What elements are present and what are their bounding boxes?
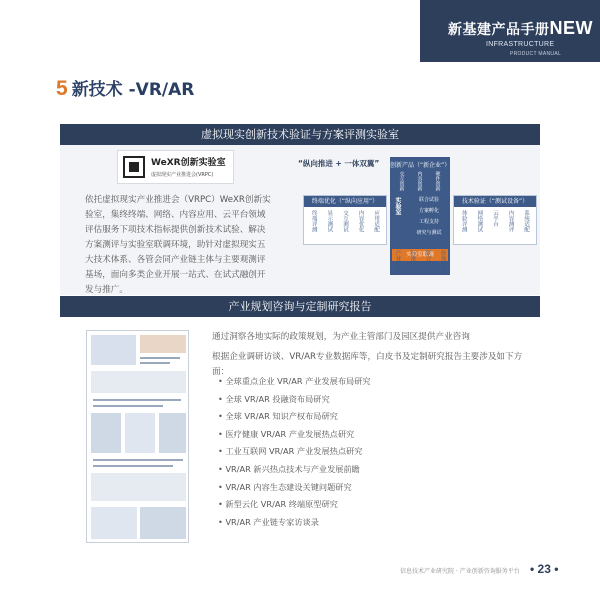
diagram-left-item: 终端评测 — [310, 210, 317, 232]
diagram-center-top-item: 硬件创新 — [434, 171, 441, 191]
diagram-center-head: 创新产品（“新企业”） — [390, 162, 451, 169]
diagram-left-item: 内容优化 — [357, 210, 364, 232]
diagram-left-item: 显示测试 — [326, 210, 333, 232]
section-title-text: 新技术 -VR/AR — [71, 80, 195, 100]
header-title-en: NEW — [549, 18, 593, 38]
report-collage-image — [86, 330, 189, 543]
research-intro-line-2: 根据企业调研访谈、VR/AR专业数据库等，白皮书及定制研究报告主要涉及如下方面： — [212, 352, 523, 377]
research-topic: • 全球重点企业 VR/AR 产业发展布局研究 — [218, 373, 528, 391]
lab-banner: 虚拟现实创新技术验证与方案评测实验室 — [60, 124, 540, 145]
diagram-right-head: 技术验证（“测试设备”） — [454, 196, 536, 207]
research-topic: • 工业互联网 VR/AR 产业发展热点研究 — [218, 443, 528, 461]
research-topic: • VR/AR 新兴热点技术与产业发展前瞻 — [218, 461, 528, 479]
diagram-right-item: 内容测评 — [507, 210, 514, 232]
diagram-center-top-item: 交互创新 — [398, 171, 405, 191]
diagram-right-item: 系统适配 — [523, 210, 530, 232]
diagram-left-item: 应用适配 — [373, 210, 380, 232]
diagram-center-top-item: 内容创新 — [416, 171, 423, 191]
header-subtitle-2: PRODUCT MANUAL — [510, 51, 562, 57]
research-topic-list — [218, 373, 528, 531]
page-number-value: 23 — [537, 562, 551, 576]
research-topic: • VR/AR 产业链专家访谈录 — [218, 514, 528, 532]
research-topic: • 医疗健康 VR/AR 产业发展热点研究 — [218, 426, 528, 444]
research-topic: • 全球 VR/AR 投融资布局研究 — [218, 391, 528, 409]
diagram-bottom-item: 产业研究 — [394, 250, 401, 272]
diagram-center-side: 实验室 — [394, 197, 401, 215]
research-topic: • 全球 VR/AR 知识产权布局研究 — [218, 408, 528, 426]
diagram-right-item: 网络测试 — [476, 210, 483, 232]
diagram-right-item: 云平台 — [491, 210, 498, 227]
header-subtitle-1: INFRASTRUCTURE — [486, 41, 555, 48]
section-number: 5 — [56, 77, 68, 100]
header-title-cn: 新基建产品手册 — [448, 22, 550, 38]
research-topic: • 新型云化 VR/AR 终端原型研究 — [218, 496, 528, 514]
diagram-left-item: 交互测试 — [341, 210, 348, 232]
diagram-right-column — [453, 195, 537, 245]
section-title — [56, 75, 194, 101]
diagram-center-mid-item: 工程支持 — [418, 219, 439, 225]
diagram-bottom-item: 标准制定 — [409, 250, 416, 272]
diagram-right-item: 体验评测 — [460, 210, 467, 232]
diagram-center-mid-item: 方案孵化 — [418, 208, 439, 214]
diagram-bottom-row — [390, 250, 450, 276]
diagram-left-column — [303, 195, 387, 245]
diagram-left-head: 终端优化（“纵向应用”） — [304, 196, 386, 207]
diagram-bottom-item: 咨询服务 — [439, 250, 446, 272]
lab-logo — [117, 150, 234, 184]
research-intro-line-1: 通过洞察各地实际的政策规划，为产业主管部门及园区提供产业咨询 — [212, 332, 470, 342]
research-banner: 产业规划咨询与定制研究报告 — [60, 296, 540, 317]
lab-logo-subtitle: 虚拟现实产业推进会(VRPC) — [151, 172, 214, 178]
diagram-center-bottom: 实验室联调 — [392, 249, 448, 261]
header-title — [448, 18, 593, 39]
diagram-center-mid-item: 联合试验 — [418, 197, 439, 203]
page-number: • 23 • — [530, 562, 559, 576]
research-topic: • VR/AR 内容生态建设关键问题研究 — [218, 479, 528, 497]
lab-logo-icon — [123, 156, 145, 178]
lab-logo-name: WeXR创新实验室 — [151, 158, 226, 168]
diagram-slogan: “纵向推进 + 一体双翼” — [298, 159, 380, 168]
diagram-center-mid-item: 研究与测试 — [416, 230, 442, 236]
lab-description: 依托虚拟现实产业推进会（VRPC）WeXR创新实验室，集终终端、网络、内容应用、云平台领域评估服务下项技术指标提供创新技术试验、解决方案测评与实验室联调环境，助针对虚拟现实五大技术体系、各管会同产业链主体与主要观测评基场，面向多类企业开展一站式、在试式融创开发与推广。 — [85, 195, 271, 295]
footer-text: 信息技术产业研究院 · 产业创新咨询服务平台 — [400, 568, 520, 575]
diagram-bottom-item: 联合测试 — [424, 250, 431, 272]
